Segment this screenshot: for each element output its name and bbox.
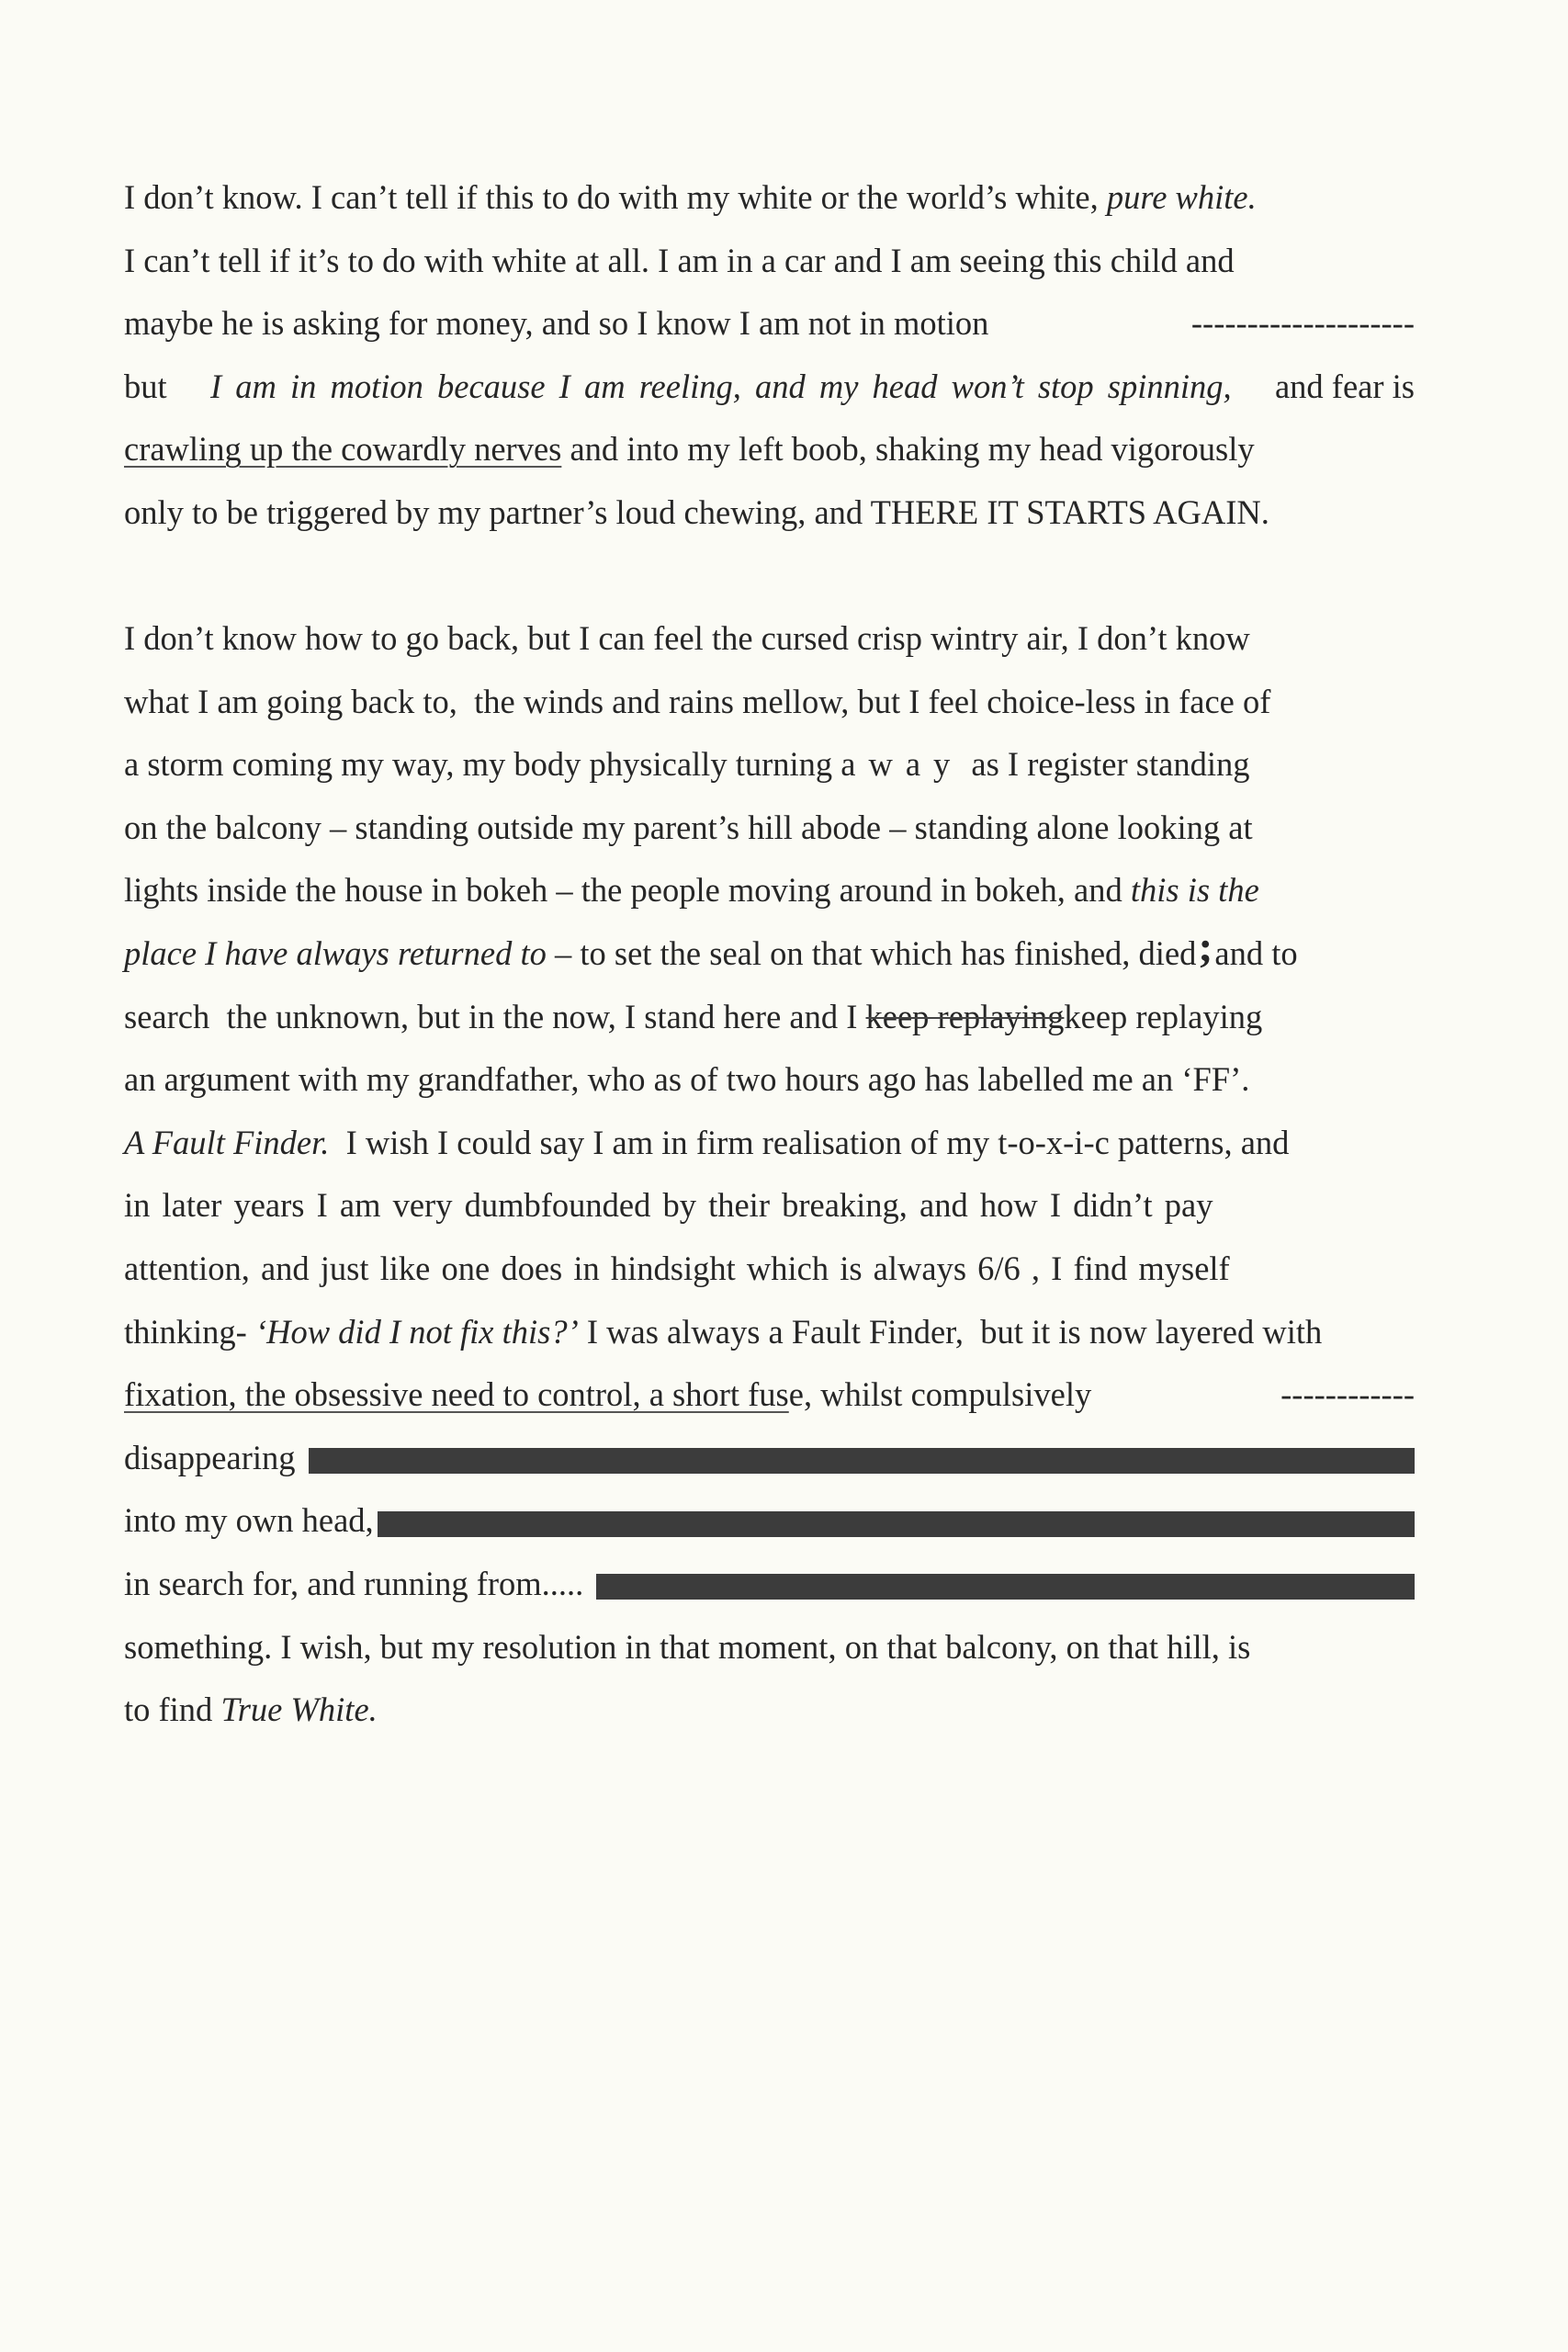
p2-line-12 [124, 1301, 1415, 1364]
p1-line-5 [124, 418, 1415, 481]
text-span: search the unknown, but in the now, I stand here and I [124, 997, 866, 1035]
text-span: maybe he is asking for money, and so I know I am not in motion [124, 304, 989, 343]
italic-text: place I have always returned to [124, 933, 547, 972]
text-span: in search for, and running from..... [124, 1564, 584, 1602]
p2-line-6: place I have always returned to – to set the seal on that which has finished, died ; and to [124, 922, 1415, 986]
paragraph-2 [124, 607, 1415, 1742]
italic-text: I am in motion because I am reeling, and my head won’t stop spinning, [209, 367, 1232, 405]
text-span: something. I wish, but my resolution in that moment, on that balcony, on that hill, is [124, 1627, 1251, 1666]
redaction-bar [596, 1574, 1415, 1600]
paragraph-1 [124, 166, 1415, 545]
text-span: keep replaying [1064, 997, 1263, 1035]
text-span: I don’t know how to go back, but I can feel the cursed crisp wintry air, I don’t know [124, 619, 1250, 657]
p1-line-6 [124, 481, 1415, 545]
text-span: into my own head, [124, 1501, 374, 1540]
text-span: disappearing [124, 1438, 296, 1476]
p2-line-14 [124, 1427, 1415, 1490]
text-span: e, whilst compulsively [788, 1375, 1092, 1414]
text-span: only to be triggered by my partner’s loud chewing, and THERE IT STARTS AGAIN. [124, 492, 1269, 531]
text-span: and to [1214, 933, 1298, 972]
italic-text: True White. [220, 1690, 378, 1729]
dash-line: ------------ [1280, 1375, 1415, 1414]
text-span: I can’t tell if it’s to do with white at all. I am in a car and I am seeing this child and [124, 241, 1235, 279]
italic-text: ‘How did I not fix this?’ [254, 1312, 579, 1351]
text-span: and into my left boob, shaking my head vigorously [561, 430, 1255, 469]
underlined-text: fixation, the obsessive need to control, a short fus [124, 1375, 789, 1414]
underlined-text: crawling up the cowardly nerves [124, 430, 562, 469]
p2-line-4 [124, 797, 1415, 860]
p2-line-11 [124, 1238, 1415, 1301]
text-span: I was always a Fault Finder, but it is now layered with [578, 1312, 1323, 1351]
text-span: and fear is [1266, 367, 1415, 405]
text-span: on the balcony – standing outside my parent’s hill abode – standing alone looking at [124, 808, 1253, 846]
p2-line-18 [124, 1679, 1415, 1742]
italic-text: pure white. [1106, 178, 1257, 216]
p2-line-10 [124, 1174, 1415, 1238]
p2-line-13 [124, 1363, 1415, 1427]
p2-line-5 [124, 859, 1415, 922]
text-span: I don’t know. I can’t tell if this to do with my white or the world’s white, [124, 178, 1107, 216]
italic-text: A Fault Finder. [124, 1123, 330, 1161]
p2-line-17 [124, 1616, 1415, 1679]
p1-line-2 [124, 230, 1415, 293]
text-span: I wish I could say I am in firm realisation of my t-o-x-i-c patterns, and [329, 1123, 1290, 1161]
struck-text: keep replaying [865, 997, 1065, 1035]
p2-line-7 [124, 986, 1415, 1049]
text-span: attention, and just like one does in hindsight which is always 6/6 , I find myself [124, 1249, 1230, 1287]
italic-text: this is the [1130, 871, 1259, 910]
p1-line-1 [124, 166, 1415, 230]
text-span: – to set the seal on that which has finished, died [546, 933, 1197, 972]
text-span: lights inside the house in bokeh – the people moving around in bokeh, and [124, 871, 1131, 910]
text-span: as I register standing [963, 745, 1250, 784]
p2-line-1 [124, 607, 1415, 671]
spaced-word: away [840, 745, 964, 784]
text-span: to find [124, 1690, 221, 1729]
p2-line-2 [124, 671, 1415, 734]
p2-line-9 [124, 1112, 1415, 1175]
dash-line: -------------------- [1190, 304, 1415, 343]
text-span: an argument with my grandfather, who as of two hours ago has labelled me an ‘FF’. [124, 1060, 1250, 1099]
p2-line-16 [124, 1553, 1415, 1616]
text-span: in later years I am very dumbfounded by their breaking, and how I didn’t pay [124, 1186, 1213, 1225]
p2-line-8 [124, 1048, 1415, 1112]
redaction-bar [378, 1511, 1415, 1537]
text-span: thinking- [124, 1312, 255, 1351]
p1-line-3 [124, 292, 1415, 356]
text-span: but [124, 367, 175, 405]
p2-line-3 [124, 733, 1415, 797]
p1-line-4 [124, 356, 1415, 419]
text-span: a storm coming my way, my body physically turning [124, 745, 841, 784]
p2-line-15 [124, 1489, 1415, 1553]
text-span: what I am going back to, the winds and rains mellow, but I feel choice-less in face of [124, 682, 1271, 720]
redaction-bar [309, 1448, 1416, 1474]
